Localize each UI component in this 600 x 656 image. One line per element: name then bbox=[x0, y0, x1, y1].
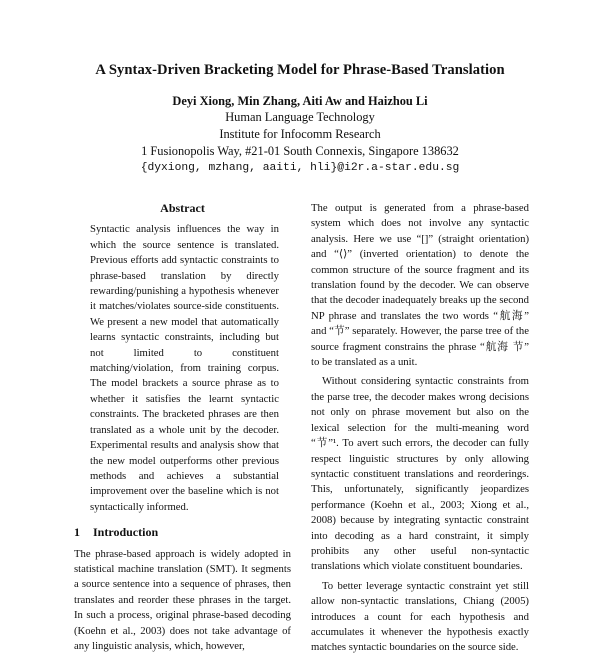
right-paragraph-2: Without considering syntactic constraints from the parse tree, the decoder makes wrong decisions not only on phrase movement but also on the lexical selection for the multi-meaning word “节”¹. To avert such errors, the decoder can fully respect linguistic structures by only allowing syntactic constituent translations and reorderings. This, unfortunately, significantly jeopardizes performance (Koehn et al., 2003; Xiong et al., 2008) because by integrating syntactic constraint into decoding as a hard constraint, it simply prohibits any other useful non-syntactic translations which violate constituent boundaries. bbox=[311, 375, 529, 573]
right-paragraph-3: To better leverage syntactic constraint yet still allow non-syntactic translations, Chiang (2005) introduces a count for each hypothesis and accumulates it whenever the hypothesis exactly matches syntactic boundaries on the source side. bbox=[311, 579, 529, 654]
author-emails: {dyxiong, mzhang, aaiti, hli}@i2r.a-star.edu.sg bbox=[140, 162, 460, 174]
intro-paragraph: The phrase-based approach is widely adopted in statistical machine translation (SMT). It segments a source sentence into a sequence of phrases, then translates and reorder these phrases in the target. In such a process, original phrase-based decoding (Koehn et al., 2003) does not take advantage of any linguistic analysis, which, however, bbox=[74, 547, 291, 652]
abstract-heading: Abstract bbox=[160, 201, 205, 215]
author-list: Deyi Xiong, Min Zhang, Aiti Aw and Haizhou Li bbox=[172, 94, 428, 108]
affiliation-lab: Human Language Technology bbox=[225, 110, 375, 124]
affiliation-address: 1 Fusionopolis Way, #21-01 South Connexis, Singapore 138632 bbox=[141, 144, 459, 158]
abstract-text: Syntactic analysis influences the way in which the source sentence is translated. Previous efforts add syntactic constraints to phrase-based translation by directly rewarding/punishing a hypothesis whenever it matches/violates source-side constituents. We present a new model that automatically learns syntactic constraints, including but not limited to constituent matching/violation, from training corpus. The model brackets a source phrase as to whether it satisfies the learnt syntactic constraints. The bracketed phrases are then translated as a whole unit by the decoder. Experimental results and analysis show that the new model outperforms other previous methods and achieves a substantial improvement over the baseline which is not syntactically informed. bbox=[90, 223, 279, 513]
left-column bbox=[74, 201, 291, 654]
right-paragraph-1: The output is generated from a phrase-based system which does not involve any syntactic analysis. Here we use “[]” (straight orientation) and “⟨⟩” (inverted orientation) to denote the common structure of the source fragment and its translation found by the decoder. We can observe that the decoder inadequately breaks up the second NP phrase and translates the two words “航海” and “节” separately. However, the parse tree of the source fragment constrains the phrase “航海 节” to be translated as a unit. bbox=[311, 202, 529, 369]
right-column bbox=[311, 201, 529, 656]
section-title: Introduction bbox=[93, 525, 159, 540]
affiliation-institute: Institute for Infocomm Research bbox=[219, 127, 381, 141]
section-number: 1 bbox=[74, 525, 80, 540]
section-heading-introduction bbox=[74, 525, 291, 540]
paper-title: A Syntax-Driven Bracketing Model for Phrase-Based Translation bbox=[95, 62, 505, 78]
